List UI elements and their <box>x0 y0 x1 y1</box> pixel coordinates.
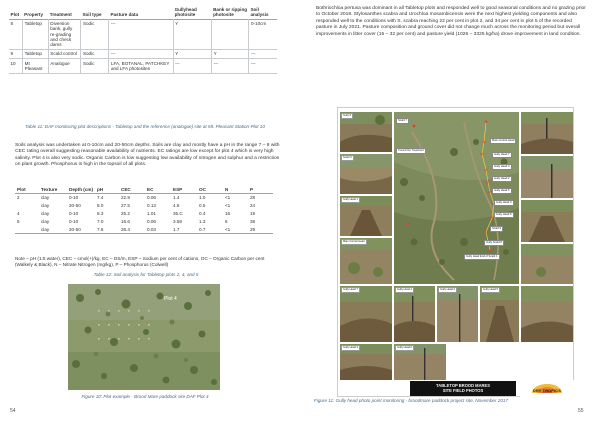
table-header: Texture <box>41 187 58 192</box>
table-cell: 22.9 <box>121 195 130 201</box>
figure10-caption: Figure 10: Plot example - Brood Mare paddock site DAF Plot 4 <box>81 394 209 399</box>
table-cell: --- <box>109 19 173 49</box>
table-cell: 1.0 <box>199 195 206 201</box>
table-row <box>9 59 277 74</box>
photo-tile <box>340 286 392 342</box>
table-cell: --- <box>109 49 173 58</box>
table-cell: 2 <box>17 195 20 201</box>
soil-analysis-paragraph: Soils analysis was undertaken at 0-10cm and 20-50cm depths. Soils are clay and mostly have a pH in the range 7 – 8 with CEC rating overall suggesting reasonable availability of nutrients. EC ratings are low except for plot 4 which is very high salinity. Plot 4 is also very sodic. Organic Carbon is low suggesting low availability of nitrogen and sulphur and a restriction on plant growth. Phosphorus is high in the topsoil of all plots. <box>15 143 280 168</box>
table-cell: 20-50 <box>69 226 81 232</box>
aerial-photo-label: Plot 4 <box>164 296 177 302</box>
photo-tile <box>394 286 435 342</box>
table-row <box>9 19 277 49</box>
table-cell: 28 <box>250 195 256 201</box>
map-label: Gully Scald 8 <box>486 241 502 245</box>
table-cell: 6 <box>225 218 228 224</box>
table-cell: <1 <box>225 195 231 201</box>
tile-label: Gully 8 <box>343 114 352 118</box>
table-cell: 1.4 <box>173 195 180 201</box>
tile-label: Gully Head 3 <box>343 346 358 350</box>
site-aerial-map <box>394 112 519 284</box>
table-cell: 3.59 <box>173 218 182 224</box>
table-cell: 8.0 <box>97 203 104 209</box>
photo-tile <box>340 196 392 236</box>
table-cell: Sodic <box>81 59 109 74</box>
table-cell: 29 <box>250 226 256 232</box>
table-cell: 0.4 <box>199 210 206 216</box>
photo-tile <box>521 200 573 242</box>
table-header: ESP <box>173 187 183 192</box>
table-cell: clay <box>41 195 50 201</box>
table11-caption: Table 11: DAF monitoring plot descriptions - Tabletop and the reference (analogue) site at Mt. Pleasant Station-Plot 10 <box>25 124 265 129</box>
photo-tile <box>340 154 392 194</box>
map-label: Gully Head End of Scald 1 <box>466 255 498 259</box>
table-cell: clay <box>41 226 50 232</box>
tile-label: Scald 9 <box>343 156 352 160</box>
table-cell: 10 <box>10 60 16 66</box>
photo-tile <box>521 286 573 342</box>
map-label: Gully Head 3 <box>496 201 512 205</box>
table-cell: 16 <box>225 210 231 216</box>
map-label: Gully Head 5 <box>494 189 510 193</box>
table-cell: 25.2 <box>121 210 130 216</box>
table-cell: 38 <box>250 218 256 224</box>
table-row <box>15 225 273 233</box>
photo-tile <box>437 286 478 342</box>
tile-label: Gully Head 2 <box>440 288 455 292</box>
table-cell: 0.06 <box>147 195 156 201</box>
table-cell: Mt Pleasant <box>23 59 49 74</box>
table-cell: Y <box>173 19 212 49</box>
table-cell: 0-10 <box>69 195 79 201</box>
tile-label: Gully Head 7 <box>343 288 358 292</box>
tile-label: Gully Head 6 <box>397 346 412 350</box>
page-number: 54 <box>10 408 16 414</box>
photo-tile <box>340 344 392 380</box>
table-cell: Scald control <box>48 49 81 58</box>
table-cell: Y <box>173 49 212 58</box>
photo-tile <box>480 286 519 342</box>
table-header: Plot <box>17 187 26 192</box>
table-header: pH <box>97 187 104 192</box>
table-cell: 35.C <box>173 210 183 216</box>
table-header-row <box>15 186 273 194</box>
table-cell: 4.6 <box>173 203 180 209</box>
table-cell: 0.13 <box>147 203 156 209</box>
table-cell: 8.3 <box>97 210 104 216</box>
table-cell: 7.0 <box>97 218 104 224</box>
table-row <box>15 202 273 210</box>
table-header: Soil analysis <box>250 7 269 18</box>
table-cell: 26.4 <box>121 226 130 232</box>
table-cell: 0.06 <box>147 218 156 224</box>
table-cell: Sodic <box>81 19 109 49</box>
table-row <box>15 210 273 218</box>
table-cell <box>15 225 39 233</box>
photo-tile <box>521 112 573 154</box>
table-cell: 9 <box>10 51 14 57</box>
table-cell: 0-10cm <box>249 19 277 49</box>
table-header: EC <box>147 187 154 192</box>
table-cell: 16.6 <box>121 218 130 224</box>
map-label: Scald 7 <box>398 119 407 123</box>
table-cell: --- <box>212 59 249 74</box>
table-cell <box>15 202 39 210</box>
page-number: 55 <box>578 408 584 414</box>
table-cell: LFA, BOTANAL, PATCHKEY and LFA photosites <box>109 59 173 74</box>
figure11-caption: Figure 11: Gully head photo point monitoring - broodmare paddock project site, November 2017 <box>314 398 508 403</box>
table-cell: 8 <box>10 21 14 27</box>
banner-line-2: SITE FIELD PHOTOS <box>442 388 484 394</box>
table-cell: 4 <box>17 210 20 216</box>
table-cell: 0-10 <box>69 210 79 216</box>
table-cell: Analogue <box>48 59 81 74</box>
dry-tropics-logo <box>520 380 574 397</box>
logo-text: DRY TROPICS <box>533 389 561 393</box>
table-cell: Diversion bank, gully re-grading and check dams <box>48 19 81 49</box>
table-cell: clay <box>41 210 50 216</box>
table-cell: clay <box>41 203 50 209</box>
map-label: Control No Treatment <box>398 149 424 153</box>
table-cell: Y <box>212 49 249 58</box>
table-cell: 20-50 <box>69 203 81 209</box>
table-cell: Sodic <box>81 49 109 58</box>
table-cell: <1 <box>225 203 231 209</box>
table-header: Pasture data <box>110 12 139 18</box>
table-cell: 27.5 <box>121 203 130 209</box>
table-cell: 1.3 <box>199 218 206 224</box>
photo-tile <box>521 156 573 198</box>
tile-label: Gully Head 1 <box>343 198 358 202</box>
table-header: Plot <box>10 12 20 18</box>
table-header: Property <box>24 12 44 18</box>
map-label: Gully Head 2 <box>494 177 510 181</box>
aerial-photo-image <box>68 284 220 390</box>
photo-tile <box>521 244 573 284</box>
table12-note: Note – pH (1:5 water), CEC – cmol(+)/kg, EC – DS/m, ESP – Sodium per cent of cations, OC – Organic Carbon per cent (Walkely & Black), N – Nitrate Nitrogen (mg/kg), P – Phosphorus (Colwell) <box>15 256 265 268</box>
tile-label: Gully Head 4 <box>397 288 412 292</box>
soil-analysis-table <box>15 186 273 234</box>
table-cell: Tabletop <box>23 49 49 58</box>
table-cell: <1 <box>225 226 231 232</box>
table-header: Depth (cm) <box>69 187 93 192</box>
photo-tile <box>340 112 392 152</box>
table-cell: 7.5 <box>97 226 104 232</box>
table-cell <box>212 19 249 49</box>
table-cell: 0.5 <box>199 203 206 209</box>
table-header: Gullyhead photosite <box>174 7 197 18</box>
photo-tile <box>340 238 392 284</box>
map-label: Main Control Head <box>492 139 515 143</box>
table-cell: --- <box>249 59 277 74</box>
banner-line-1: TABLETOP BROOD MARES <box>436 383 490 389</box>
table-cell: 0.03 <box>147 226 156 232</box>
gully-photo-board <box>337 107 574 397</box>
table-header: Treatment <box>49 12 72 18</box>
table-header: Soil type <box>82 12 102 18</box>
table-row <box>15 194 273 202</box>
table-cell: 0-10 <box>69 218 79 224</box>
table-cell: 1.01 <box>147 210 156 216</box>
table-cell: 5 <box>17 218 20 224</box>
map-label: Scald 9 <box>492 227 501 231</box>
table12-caption: Table 12: Soil analysis for Tabletop plots 2, 4, and 5 <box>93 272 199 277</box>
table-cell: --- <box>249 49 277 58</box>
table-header: N <box>225 187 229 192</box>
table-cell: 24 <box>250 203 256 209</box>
table-cell: --- <box>173 59 212 74</box>
plot4-aerial-photo <box>68 284 220 390</box>
table-cell: clay <box>41 218 50 224</box>
table-header: P <box>250 187 254 192</box>
table-header-row <box>9 6 277 19</box>
map-label: Gully Head 6 <box>496 213 512 217</box>
tile-label: Gully Head 5 <box>483 288 498 292</box>
table-header: Bank or ripping photosite <box>213 7 248 18</box>
pasture-paragraph: Bothriochloa pertusa was dominant in all Tabletop plots and responded well to good seasonal conditions and no grazing prior to October 2018. Stylosanthes scabra and Urochloa mosambicensis were the next highest yielding components and also responded well to the conditions with S. scabra reaching 22 per cent in plot 2, and 34 per cent in plot 5 of the recorded pasture in July 2021. Pasture composition and ground cover did not change much across the monitoring period but overall improvements in litter cover (15 – 32 per cent) and pasture yield (1026 – 3325 kg/ha) drove improvement in land condition. <box>316 6 586 37</box>
photo-tile <box>394 344 446 380</box>
table-row <box>9 49 277 58</box>
tile-label: Main Control Head <box>343 240 365 244</box>
plot-description-table <box>9 6 277 74</box>
table-row <box>15 217 273 225</box>
site-photos-banner <box>410 381 516 396</box>
table-cell: 19 <box>250 210 256 216</box>
table-cell: 1.7 <box>173 226 180 232</box>
map-label: Gully Head 7 <box>494 153 510 157</box>
table-cell: 0.7 <box>199 226 206 232</box>
table-cell: Tabletop <box>23 19 49 49</box>
table-cell: 7.4 <box>97 195 104 201</box>
table-header: CEC <box>121 187 131 192</box>
map-label: Gully Head 4 <box>494 165 510 169</box>
table-header: OC <box>199 187 206 192</box>
